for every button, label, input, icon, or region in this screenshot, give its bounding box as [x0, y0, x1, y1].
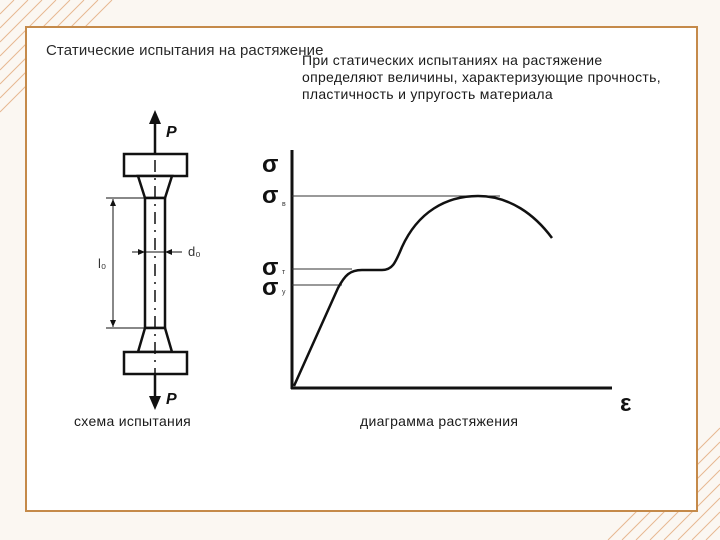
elastic-limit-sub: у — [282, 289, 286, 296]
x-axis-label: ε — [620, 390, 632, 417]
slide-description: При статических испытаниях на растяжение определяют величины, характеризующие прочность, пластичность и упругость материала — [302, 52, 661, 102]
bottom-arrow-head-icon — [149, 396, 161, 410]
diameter-label: d₀ — [188, 244, 201, 259]
stress-strain-diagram — [262, 150, 631, 417]
ultimate-strength-sub: в — [282, 201, 286, 208]
top-arrow-head-icon — [149, 110, 161, 124]
yield-strength-label: σ — [262, 254, 279, 281]
bottom-force-label: P — [166, 391, 177, 408]
slide-title: Статические испытания на растяжение — [46, 42, 324, 59]
specimen-scheme — [98, 110, 201, 410]
length-arrow-bottom-icon — [110, 320, 116, 327]
length-label: l₀ — [98, 256, 107, 271]
diagram-caption: диаграмма растяжения — [360, 413, 519, 429]
length-arrow-top-icon — [110, 199, 116, 206]
tensile-curve — [294, 196, 552, 386]
elastic-limit-label: σ — [262, 274, 279, 301]
ultimate-strength-label: σ — [262, 182, 279, 209]
top-force-label: P — [166, 124, 177, 141]
specimen-caption: схема испытания — [74, 413, 192, 429]
yield-strength-sub: т — [282, 269, 286, 276]
y-axis-label: σ — [262, 151, 279, 178]
